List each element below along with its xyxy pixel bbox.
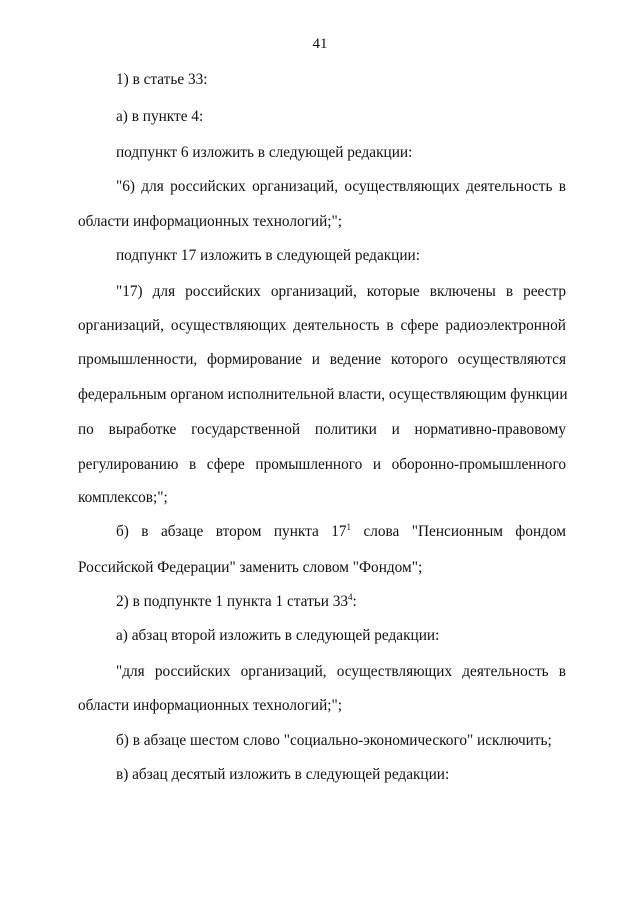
text-line: а) абзац второй изложить в следующей редакции: [116, 627, 440, 644]
text-segment: : [352, 593, 357, 610]
text-line: области информационных технологий;"; [78, 697, 343, 714]
superscript: 4 [348, 592, 353, 602]
text-line: "для российских организаций, осуществляющих деятельность в [116, 663, 566, 680]
text-line: а) в пункте 4: [116, 108, 204, 125]
text-line [116, 593, 566, 611]
text-segment: 2) в подпункте 1 пункта 1 статьи 33 [116, 593, 349, 610]
text-line: промышленности, формирование и ведение которого осуществляются [78, 351, 566, 368]
text-line: федеральным органом исполнительной власти, осуществляющим функции [78, 386, 568, 403]
text-line: подпункт 6 изложить в следующей редакции: [116, 144, 413, 161]
text-segment: б) в абзаце втором пункта 17 [116, 523, 347, 540]
text-line: по выработке государственной политики и нормативно-правовому [78, 421, 566, 438]
page-number: 41 [312, 36, 328, 52]
text-segment: слова "Пенсионным фондом [351, 523, 566, 540]
text-line [116, 523, 566, 541]
text-line: области информационных технологий;"; [78, 213, 343, 230]
text-line: б) в абзаце шестом слово "социально-экономического" исключить; [116, 732, 552, 749]
text-line: "17) для российских организаций, которые включены в реестр [116, 283, 566, 300]
text-line: Российской Федерации" заменить словом "Фондом"; [78, 559, 423, 576]
text-line: подпункт 17 изложить в следующей редакции: [116, 247, 420, 264]
text-line: в) абзац десятый изложить в следующей редакции: [116, 766, 450, 783]
text-line: "6) для российских организаций, осуществляющих деятельность в [116, 178, 566, 195]
text-line: комплексов;"; [78, 489, 168, 506]
text-line: организаций, осуществляющих деятельность в сфере радиоэлектронной [78, 317, 566, 334]
text-line: регулированию в сфере промышленного и оборонно-промышленного [78, 456, 566, 473]
superscript: 1 [346, 522, 352, 532]
text-line: 1) в статье 33: [116, 71, 208, 88]
